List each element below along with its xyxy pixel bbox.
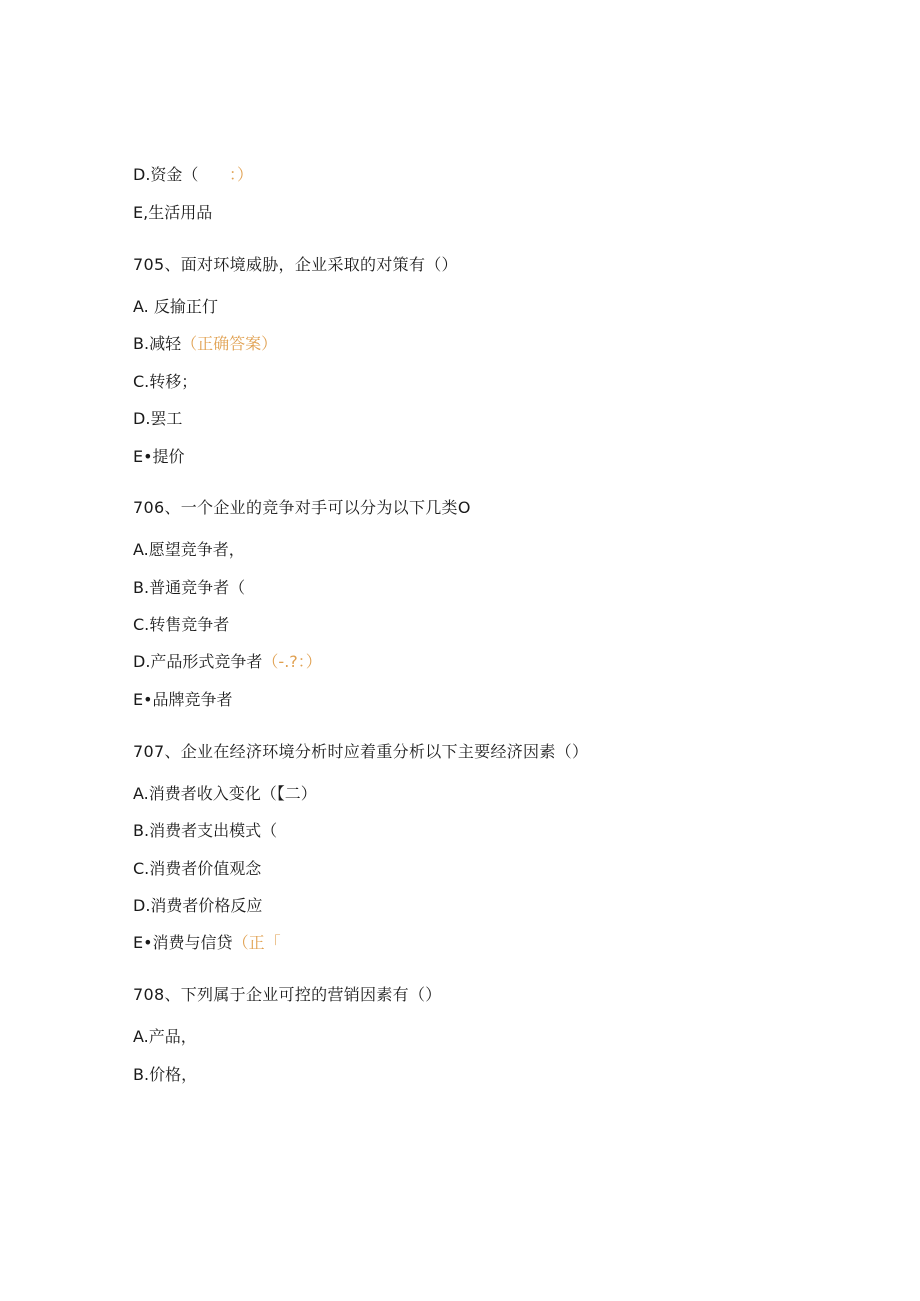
option-706-e bbox=[133, 690, 233, 710]
option-text: C.消费者价值观念 bbox=[133, 859, 262, 878]
option-707-a bbox=[133, 784, 317, 804]
option-708-b bbox=[133, 1065, 197, 1085]
option-text: C.转移； bbox=[133, 372, 198, 391]
option-text: B.普通竞争者（ bbox=[133, 578, 246, 597]
answer-mark: （-.?：） bbox=[262, 652, 322, 671]
option-706-c bbox=[133, 615, 229, 635]
question-text: 706、一个企业的竞争对手可以分为以下几类O bbox=[133, 498, 471, 517]
option-text: A.产品， bbox=[133, 1027, 197, 1046]
option-text: D.产品形式竞争者 bbox=[133, 652, 263, 671]
question-text: 705、面对环境威胁，企业采取的对策有（） bbox=[133, 255, 458, 274]
answer-mark: （正「 bbox=[232, 933, 281, 952]
option-text: A. 反揄正仃 bbox=[133, 297, 218, 316]
question-706 bbox=[133, 498, 471, 518]
option-705-a bbox=[133, 297, 218, 317]
option-text: E•提价 bbox=[133, 447, 185, 466]
option-text: A.消费者收入变化（【二） bbox=[133, 784, 317, 803]
option-text: E•消费与信贷 bbox=[133, 933, 233, 952]
option-707-d bbox=[133, 896, 262, 916]
option-text: B.消费者支出模式（ bbox=[133, 821, 278, 840]
option-text: B.减轻 bbox=[133, 334, 182, 353]
option-text: D.资金（ bbox=[133, 165, 199, 184]
option-707-b bbox=[133, 821, 277, 841]
option-text: E•品牌竞争者 bbox=[133, 690, 233, 709]
option-705-c bbox=[133, 372, 197, 392]
option-706-d bbox=[133, 652, 322, 672]
option-706-b bbox=[133, 578, 245, 598]
option-text: C.转售竞争者 bbox=[133, 615, 230, 634]
correct-answer-mark: （正确答案） bbox=[181, 334, 278, 353]
option-text: D.消费者价格反应 bbox=[133, 896, 263, 915]
option-e-daily-goods bbox=[133, 203, 212, 223]
option-707-c bbox=[133, 859, 261, 879]
question-707 bbox=[133, 742, 588, 762]
option-text: D.罢工 bbox=[133, 409, 183, 428]
question-text: 707、企业在经济环境分析时应着重分析以下主要经济因素（） bbox=[133, 742, 589, 761]
question-708 bbox=[133, 985, 442, 1005]
option-text: A.愿望竞争者， bbox=[133, 540, 245, 559]
option-706-a bbox=[133, 540, 245, 560]
option-text: E,生活用品 bbox=[133, 203, 213, 222]
option-text: B.价格， bbox=[133, 1065, 198, 1084]
answer-mark: ：） bbox=[198, 165, 253, 184]
option-705-e bbox=[133, 447, 185, 467]
question-text: 708、下列属于企业可控的营销因素有（） bbox=[133, 985, 442, 1004]
option-705-b bbox=[133, 334, 277, 354]
option-707-e bbox=[133, 933, 281, 953]
option-705-d bbox=[133, 409, 182, 429]
option-708-a bbox=[133, 1027, 197, 1047]
question-705 bbox=[133, 255, 458, 275]
option-d-funds bbox=[133, 165, 253, 185]
